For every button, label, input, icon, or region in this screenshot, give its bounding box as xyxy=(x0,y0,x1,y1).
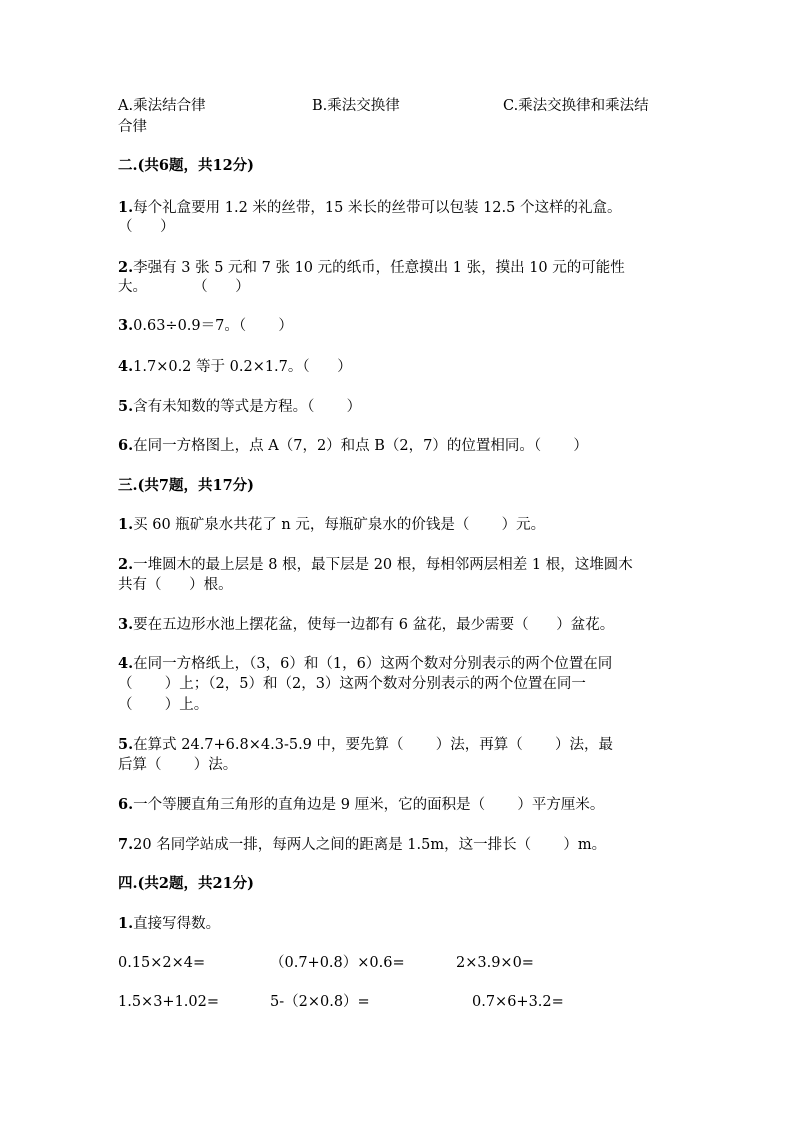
question-3-1 xyxy=(118,514,545,536)
question-3-4-line3: （ ）上。 xyxy=(118,697,209,713)
section-heading-2: 二.(共6题，共12分) xyxy=(118,157,255,174)
question-text: 20 名同学站成一排，每两人之间的距离是 1.5m，这一排长（ ）m。 xyxy=(133,837,607,853)
question-3-4-line2: （ ）上；（2，5）和（2，3）这两个数对分别表示的两个位置在同一 xyxy=(118,676,586,692)
question-number: 2. xyxy=(118,556,134,573)
question-text: 含有未知数的等式是方程。（ ） xyxy=(133,399,362,415)
question-3-4 xyxy=(118,653,612,675)
question-text: 每个礼盒要用 1.2 米的丝带，15 米长的丝带可以包装 12.5 个这样的礼盒。 xyxy=(133,200,622,216)
question-text: 1.7×0.2 等于 0.2×1.7。（ ） xyxy=(133,359,352,375)
question-3-2-line2: 共有（ ）根。 xyxy=(118,577,233,593)
question-2-6 xyxy=(118,435,588,457)
calc-item: （0.7+0.8）×0.6= xyxy=(270,955,405,971)
calc-item: 0.7×6+3.2= xyxy=(472,994,564,1010)
question-text: 在算式 24.7+6.8×4.3-5.9 中，要先算（ ）法，再算（ ）法，最 xyxy=(133,737,614,753)
calc-item: 1.5×3+1.02= xyxy=(118,994,220,1010)
question-2-1 xyxy=(118,197,621,219)
question-number: 1. xyxy=(118,915,134,932)
question-number: 4. xyxy=(118,655,134,672)
option-c: C.乘法交换律和乘法结 xyxy=(503,98,649,114)
question-2-4 xyxy=(118,356,352,378)
question-number: 6. xyxy=(118,437,134,454)
question-number: 4. xyxy=(118,358,134,375)
calc-item: 2×3.9×0= xyxy=(456,955,534,971)
question-text: 一个等腰直角三角形的直角边是 9 厘米，它的面积是（ ）平方厘米。 xyxy=(133,797,605,813)
question-2-3 xyxy=(118,315,293,337)
question-number: 6. xyxy=(118,796,134,813)
question-3-5-line2: 后算（ ）法。 xyxy=(118,757,238,773)
option-c-continuation: 合律 xyxy=(118,119,147,135)
question-2-2 xyxy=(118,257,625,279)
question-text: 在同一方格图上，点 A（7，2）和点 B（2，7）的位置相同。（ ） xyxy=(133,438,588,454)
calc-item: 5-（2×0.8）= xyxy=(270,994,370,1010)
question-2-5 xyxy=(118,396,361,418)
question-text: 在同一方格纸上，（3，6）和（1，6）这两个数对分别表示的两个位置在同 xyxy=(133,656,613,672)
question-text: 买 60 瓶矿泉水共花了 n 元，每瓶矿泉水的价钱是（ ）元。 xyxy=(133,517,546,533)
question-3-7 xyxy=(118,834,606,856)
question-2-2-line2: 大。 （ ） xyxy=(118,279,250,295)
question-3-6 xyxy=(118,794,604,816)
question-number: 3. xyxy=(118,616,134,633)
question-3-2 xyxy=(118,554,633,576)
question-4-1 xyxy=(118,913,220,935)
question-3-3 xyxy=(118,614,614,636)
section-heading-3: 三.(共7题，共17分) xyxy=(118,477,255,494)
question-number: 1. xyxy=(118,199,134,216)
question-number: 7. xyxy=(118,836,134,853)
question-text: 李强有 3 张 5 元和 7 张 10 元的纸币，任意摸出 1 张，摸出 10 元的可能性 xyxy=(133,260,625,276)
option-b: B.乘法交换律 xyxy=(312,98,400,114)
calc-item: 0.15×2×4= xyxy=(118,955,206,971)
question-number: 3. xyxy=(118,317,134,334)
section-heading-4: 四.(共2题，共21分) xyxy=(118,875,255,892)
question-text: 一堆圆木的最上层是 8 根，最下层是 20 根，每相邻两层相差 1 根，这堆圆木 xyxy=(133,557,633,573)
question-3-5 xyxy=(118,734,613,756)
question-2-1-line2: （ ） xyxy=(118,219,175,235)
question-text: 要在五边形水池上摆花盆，使每一边都有 6 盆花，最少需要（ ）盆花。 xyxy=(133,617,615,633)
question-number: 1. xyxy=(118,516,134,533)
question-number: 5. xyxy=(118,398,134,415)
question-text: 0.63÷0.9＝7。（ ） xyxy=(133,318,293,334)
question-number: 5. xyxy=(118,736,134,753)
question-number: 2. xyxy=(118,259,134,276)
question-text: 直接写得数。 xyxy=(133,916,221,932)
option-a: A.乘法结合律 xyxy=(118,98,206,114)
